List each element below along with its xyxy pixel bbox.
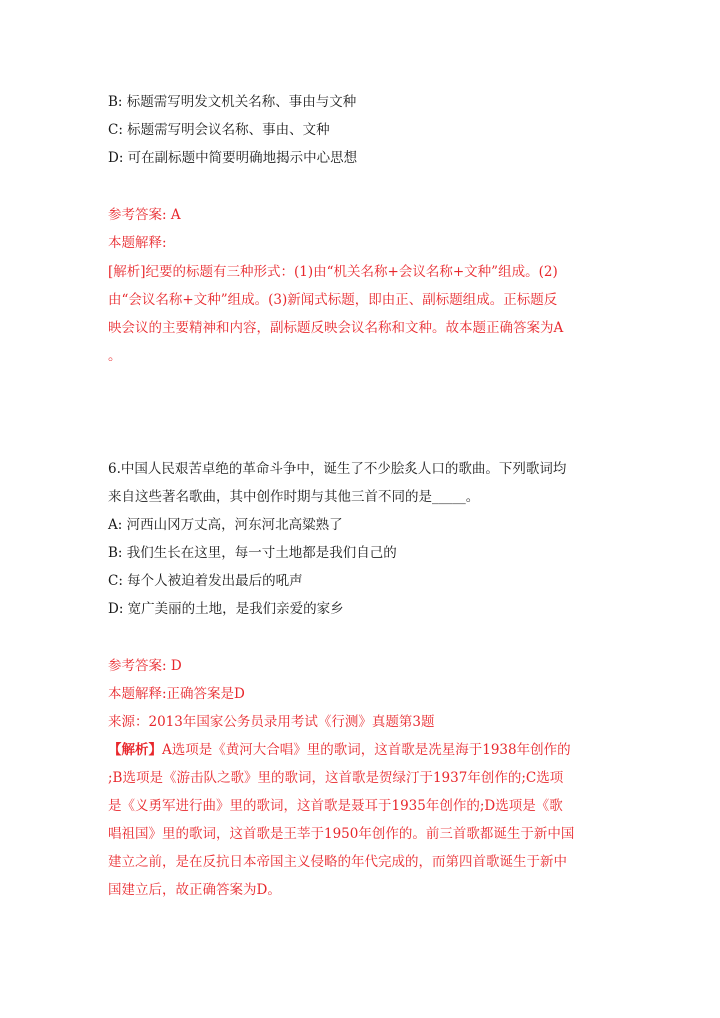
q6-option-b: B: 我们生长在这里，每一寸土地都是我们自己的 [108, 545, 397, 561]
q5-explain-line-4: 。 [108, 348, 122, 364]
q6-explain-label: 本题解释:正确答案是D [108, 686, 245, 702]
q6-explain-line-6: 国建立后，故正确答案为D。 [108, 882, 281, 898]
q6-explain-line-4: 唱祖国》里的歌词，这首歌是王莘于1950年创作的。前三首歌都诞生于新中国 [108, 826, 575, 842]
q5-explain-line-2: 由“会议名称+文种”组成。(3)新闻式标题，即由正、副标题组成。正标题反 [108, 292, 558, 308]
q6-option-c: C: 每个人被迫着发出最后的吼声 [108, 573, 303, 589]
q5-option-b: B: 标题需写明发文机关名称、事由与文种 [108, 94, 357, 110]
q6-explain-first: A选项是《黄河大合唱》里的歌词，这首歌是冼星海于1938年创作的 [162, 742, 571, 758]
q6-option-a: A: 河西山冈万丈高，河东河北高粱熟了 [108, 517, 343, 533]
q5-explain-line-1: [解析]纪要的标题有三种形式：(1)由“机关名称+会议名称+文种”组成。(2) [108, 264, 558, 280]
q5-option-c: C: 标题需写明会议名称、事由、文种 [108, 122, 330, 138]
q6-question-line-1: 6.中国人民艰苦卓绝的革命斗争中，诞生了不少脍炙人口的歌曲。下列歌词均 [108, 461, 567, 477]
q5-option-d: D: 可在副标题中简要明确地揭示中心思想 [108, 150, 358, 166]
q6-answer: 参考答案: D [108, 658, 182, 674]
q5-explain-label: 本题解释: [108, 235, 167, 251]
q6-explain-tag: 【解析】 [108, 742, 162, 758]
q6-explain-line-2: ;B选项是《游击队之歌》里的歌词，这首歌是贺绿汀于1937年创作的;C选项 [108, 770, 564, 786]
q6-explain-line-5: 建立之前，是在反抗日本帝国主义侵略的年代完成的，而第四首歌诞生于新中 [108, 854, 567, 870]
q5-answer: 参考答案: A [108, 207, 181, 223]
q5-explain-line-3: 映会议的主要精神和内容，副标题反映会议名称和文种。故本题正确答案为A [108, 320, 564, 336]
q6-explain-line-3: 是《义勇军进行曲》里的歌词，这首歌是聂耳于1935年创作的;D选项是《歌 [108, 798, 563, 814]
q6-explain-line-1 [108, 740, 571, 760]
q6-question-line-2: 来自这些著名歌曲，其中创作时期与其他三首不同的是_____。 [108, 489, 480, 505]
q6-source: 来源：2013年国家公务员录用考试《行测》真题第3题 [108, 714, 435, 730]
q6-option-d: D: 宽广美丽的土地，是我们亲爱的家乡 [108, 601, 344, 617]
